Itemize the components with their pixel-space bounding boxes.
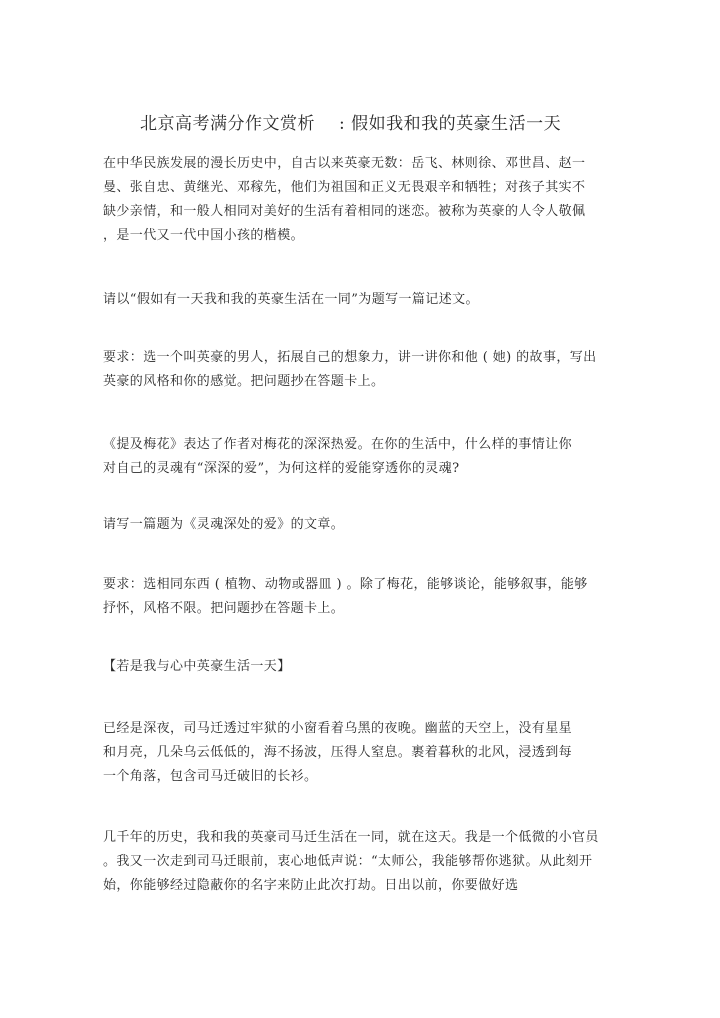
paragraph-requirement-1 (103, 346, 601, 394)
essay-heading (103, 655, 601, 679)
paragraph-line: 【若是我与心中英豪生活一天】 (103, 659, 291, 674)
title-subtitle: : 假如我和我的英豪生活一天 (339, 114, 562, 134)
paragraph-prompt-2 (103, 433, 601, 481)
paragraph-line: 在中华民族发展的漫长历史中，自古以来英豪无数：岳飞、林则徐、邓世昌、赵一 (103, 156, 586, 171)
paragraph-intro (103, 152, 601, 248)
paragraph-line: 要求：选相同东西 ( 植物、动物或器皿 ) 。除了梅花，能够谈论，能够叙事，能够 (103, 577, 588, 592)
paragraph-essay-2 (103, 826, 601, 898)
paragraph-essay-1 (103, 717, 601, 789)
paragraph-line: 抒怀，风格不限。把问题抄在答题卡上。 (103, 601, 345, 616)
paragraph-line: 。我又一次走到司马迁眼前，衷心地低声说：“太师公，我能够帮你逃狱。从此刻开 (103, 854, 593, 869)
paragraph-line: 对自己的灵魂有“深深的爱”，为何这样的爱能穿透你的灵魂? (103, 461, 460, 476)
paragraph-line: 请以“假如有一天我和我的英豪生活在一同”为题写一篇记述文。 (103, 292, 479, 307)
paragraph-line: 一个角落，包含司马迁破旧的长衫。 (103, 769, 318, 784)
paragraph-line: 曼、张自忠、黄继光、邓稼先，他们为祖国和正义无畏艰辛和牺牲；对孩子其实不 (103, 180, 586, 195)
paragraph-prompt-3 (103, 513, 601, 537)
page-title (140, 110, 620, 138)
paragraph-line: 《提及梅花》表达了作者对梅花的深深热爱。在你的生活中，什么样的事情让你 (103, 437, 573, 452)
paragraph-line: ，是一代又一代中国小孩的楷模。 (103, 228, 305, 243)
paragraph-line: 要求：选一个叫英豪的男人，拓展自己的想象力，讲一讲你和他 ( 她) 的故事，写出 (103, 350, 597, 365)
paragraph-line: 已经是深夜，司马迁透过牢狱的小窗看着乌黑的夜晚。幽蓝的天空上，没有星星 (103, 721, 573, 736)
paragraph-line: 始，你能够经过隐蔽你的名字来防止此次打劫。日出以前，你要做好选 (103, 878, 519, 893)
paragraph-line: 英豪的风格和你的感觉。把问题抄在答题卡上。 (103, 374, 385, 389)
paragraph-line: 缺少亲情，和一般人相同对美好的生活有着相同的迷恋。被称为英豪的人令人敬佩 (103, 204, 586, 219)
paragraph-line: 几千年的历史，我和我的英豪司马迁生活在一同，就在这天。我是一个低微的小官员 (103, 830, 599, 845)
paragraph-line: 和月亮，几朵乌云低低的，海不扬波，压得人窒息。裹着暮秋的北风，浸透到每 (103, 745, 573, 760)
paragraph-line: 请写一篇题为《灵魂深处的爱》的文章。 (103, 517, 345, 532)
title-main: 北京高考满分作文赏析 (140, 114, 315, 134)
paragraph-requirement-2 (103, 573, 601, 621)
paragraph-prompt-1 (103, 288, 601, 312)
